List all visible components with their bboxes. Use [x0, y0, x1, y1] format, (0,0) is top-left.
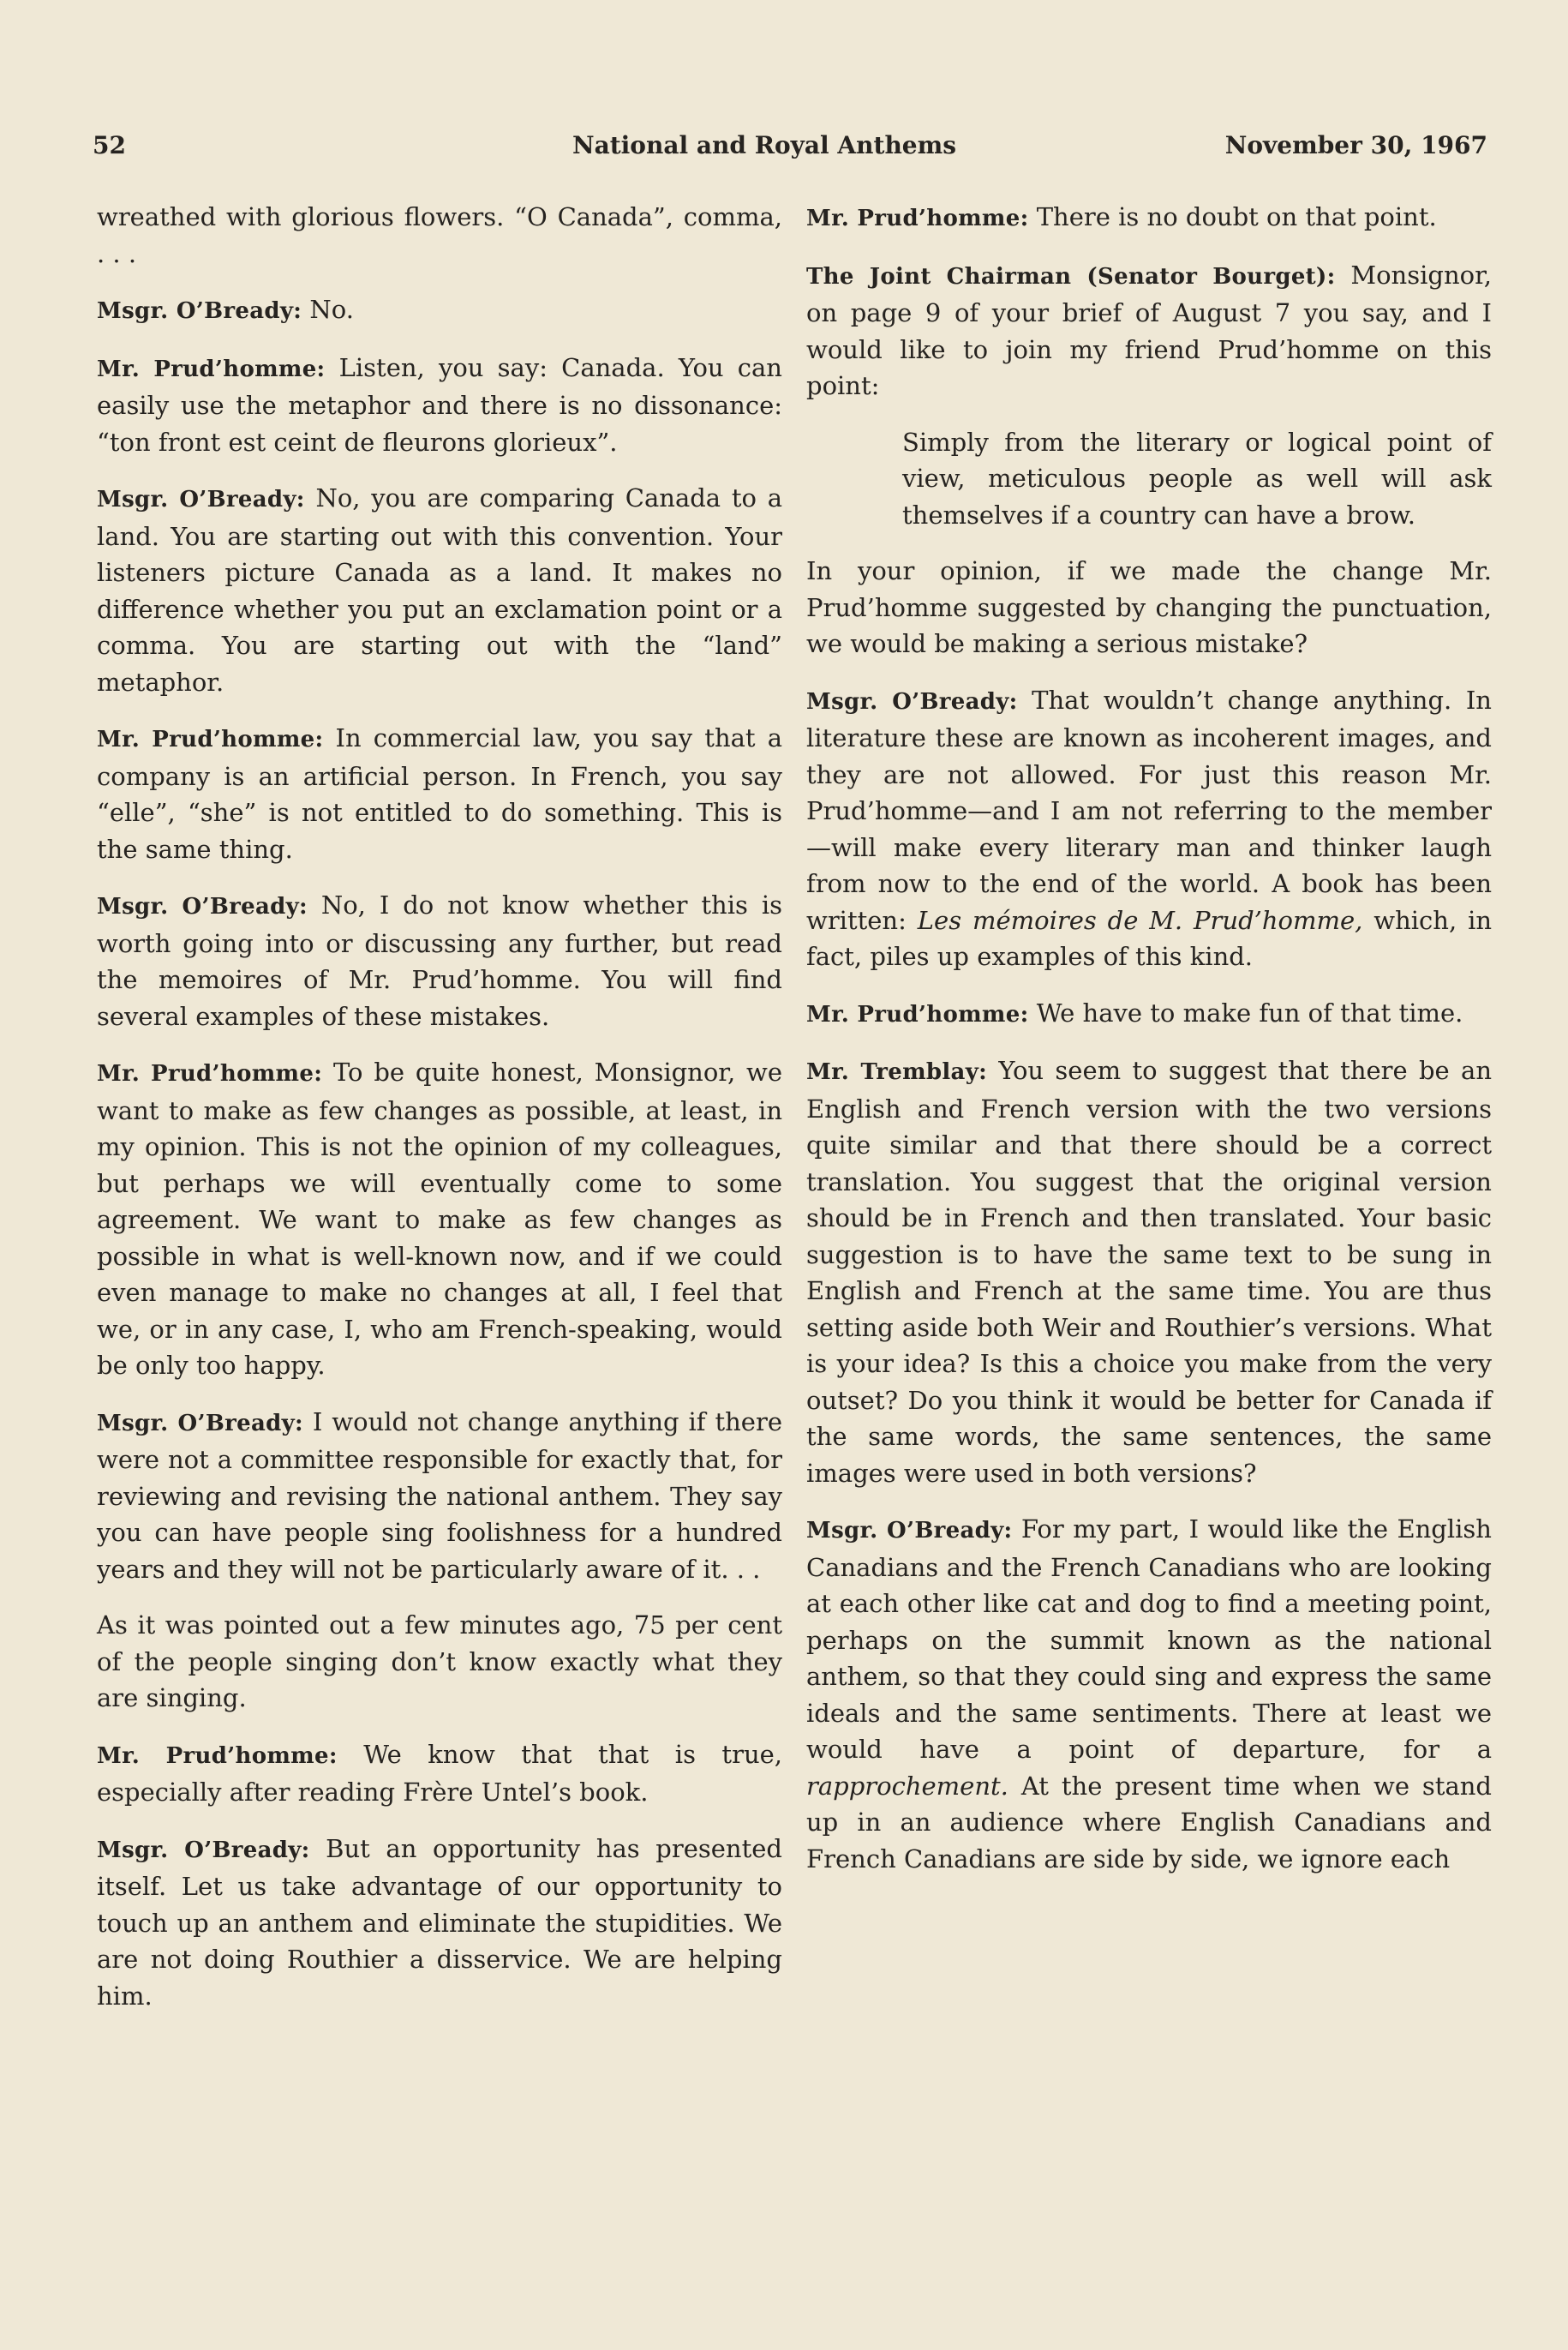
speaker-name: Msgr. O’Bready:	[806, 1518, 1013, 1544]
speaker-name: Msgr. O’Bready:	[97, 1410, 303, 1436]
page-number: 52	[93, 131, 126, 159]
paragraph-text: I would not change anything if there were not a committee responsible for exactly that, for reviewing and revising the national anthem. They say you can have people sing foolishness for a hundred years and they will not be particularly aware of it. . .	[97, 1406, 782, 1584]
right-column	[806, 199, 1492, 1897]
speaker-name: Msgr. O’Bready:	[97, 1837, 310, 1863]
speaker-name: Msgr. O’Bready:	[97, 487, 305, 513]
paragraph-text: wreathed with glorious flowers. “O Canada”, comma, . . .	[97, 202, 782, 268]
paragraph	[806, 257, 1492, 405]
paragraph	[97, 1607, 782, 1717]
speaker-name: Mr. Prud’homme:	[97, 1061, 323, 1087]
paragraph-text: We have to make fun of that time.	[1036, 998, 1463, 1028]
paragraph-text: No, you are comparing Canada to a land. You are starting out with this convention. Your listeners picture Canada as a land. It makes no difference whether you put an exclamation point or a comma. You are starting out with the “land” metaphor.	[97, 483, 782, 697]
speaker-name: Mr. Prud’homme:	[97, 727, 324, 752]
left-column	[97, 199, 782, 2034]
paragraph-text: You seem to suggest that there be an English and French version with the two versions quite similar and that there should be a correct translation. You suggest that the original version should be in French and then translated. Your basic suggestion is to have the same text to be sung in English and French at the same time. You are thus setting aside both Weir and Routhier’s versions. What is your idea? Is this a choice you make from the very outset? Do you think it would be better for Canada if the same words, the same sentences, the same images were used in both versions?	[806, 1056, 1493, 1488]
paragraph	[97, 350, 782, 461]
paragraph-text: No, I do not know whether this is worth going into or discussing any further, but read the memoires of Mr. Prud’homme. You will find several examples of these mistakes.	[97, 890, 782, 1031]
paragraph-text: No.	[309, 295, 354, 324]
paragraph	[97, 1736, 782, 1811]
speaker-name: Msgr. O’Bready:	[97, 894, 308, 920]
paragraph	[806, 199, 1492, 237]
paragraph-text: In your opinion, if we made the change Mr. Prud’homme suggested by changing the punctuation, we would be making a serious mistake?	[806, 556, 1492, 658]
paragraph-text: That wouldn’t change anything. In literature these are known as incoherent images, and they are not allowed. For just this reason Mr. Prud’homme—and I am not referring to the member—will make every literary man and thinker laugh from now to the end of the world. A book has been written:	[806, 685, 1492, 935]
header-date: November 30, 1967	[1224, 131, 1487, 159]
paragraph	[806, 995, 1492, 1034]
speaker-name: Msgr. O’Bready:	[806, 688, 1018, 715]
paragraph-text: At the present time when we stand up in an audience where English Canadians and French Canadians are side by side, we ignore each	[806, 1771, 1492, 1873]
running-title: National and Royal Anthems	[572, 131, 957, 159]
paragraph	[97, 199, 782, 272]
paragraph	[806, 553, 1492, 662]
block-quote: Simply from the literary or logical point of view, meticulous people as well will ask themselves if a country can have a brow.	[902, 427, 1492, 530]
paragraph-text: We know that that is true, especially after reading Frère Untel’s book.	[97, 1739, 783, 1807]
paragraph	[97, 480, 782, 700]
paragraph	[97, 291, 782, 330]
speaker-name: Mr. Tremblay:	[806, 1059, 988, 1085]
paragraph-text: In commercial law, you say that a company is an artificial person. In French, you say “elle”, “she” is not entitled to do something. This is the same thing.	[97, 723, 782, 864]
speaker-name: Mr. Prud’homme:	[97, 1742, 338, 1769]
speaker-name: Mr. Prud’homme:	[806, 206, 1029, 231]
paragraph-text: To be quite honest, Monsignor, we want to make as few changes as possible, at least, in my opinion. This is not the opinion of my colleagues, but perhaps we will eventually come to some agreement. We want to make as few changes as possible in what is well-known now, and if we could even manage to make no changes at all, I feel that we, or in any case, I, who am French-speaking, would be only too happy.	[97, 1058, 783, 1380]
paragraph-text: As it was pointed out a few minutes ago, 75 per cent of the people singing don’t know exactly what they are singing.	[97, 1610, 782, 1712]
paragraph	[806, 1052, 1492, 1491]
italic-term: rapprochement.	[806, 1771, 1008, 1801]
paragraph	[97, 1054, 782, 1384]
speaker-name: The Joint Chairman (Senator Bourget):	[806, 263, 1336, 290]
paragraph-text: For my part, I would like the English Canadians and the French Canadians who are looking at each other like cat and dog to find a meeting point, perhaps on the summit known as the national anthem, so that they could sing and express the same ideals and the same sentiments. There at least we would have a point of departure, for a	[806, 1514, 1492, 1764]
paragraph-text: which, in fact, piles up examples of this kind.	[806, 905, 1493, 971]
paragraph	[97, 887, 782, 1034]
paragraph	[806, 682, 1492, 975]
paragraph	[97, 1404, 782, 1588]
paragraph-text: There is no doubt on that point.	[1036, 202, 1437, 231]
speaker-name: Msgr. O’Bready:	[97, 298, 302, 324]
page-header	[93, 131, 1487, 174]
paragraph-text: But an opportunity has presented itself. Let us take advantage of our opportunity to touch up an anthem and eliminate the stupidities. We are not doing Routhier a disservice. We are helping him.	[97, 1833, 782, 2011]
paragraph-text: Listen, you say: Canada. You can easily use the metaphor and there is no dissonance: “ton front est ceint de fleurons glorieux”.	[97, 352, 782, 457]
paragraph	[806, 1511, 1492, 1877]
speaker-name: Mr. Prud’homme:	[97, 356, 326, 382]
paragraph	[97, 1831, 782, 2015]
speaker-name: Mr. Prud’homme:	[806, 1001, 1029, 1028]
paragraph-text: Monsignor, on page 9 of your brief of August 7 you say, and I would like to join my friend Prud’homme on this point:	[806, 260, 1492, 400]
book-title: Les mémoires de M. Prud’homme,	[917, 905, 1363, 935]
paragraph	[97, 720, 782, 867]
